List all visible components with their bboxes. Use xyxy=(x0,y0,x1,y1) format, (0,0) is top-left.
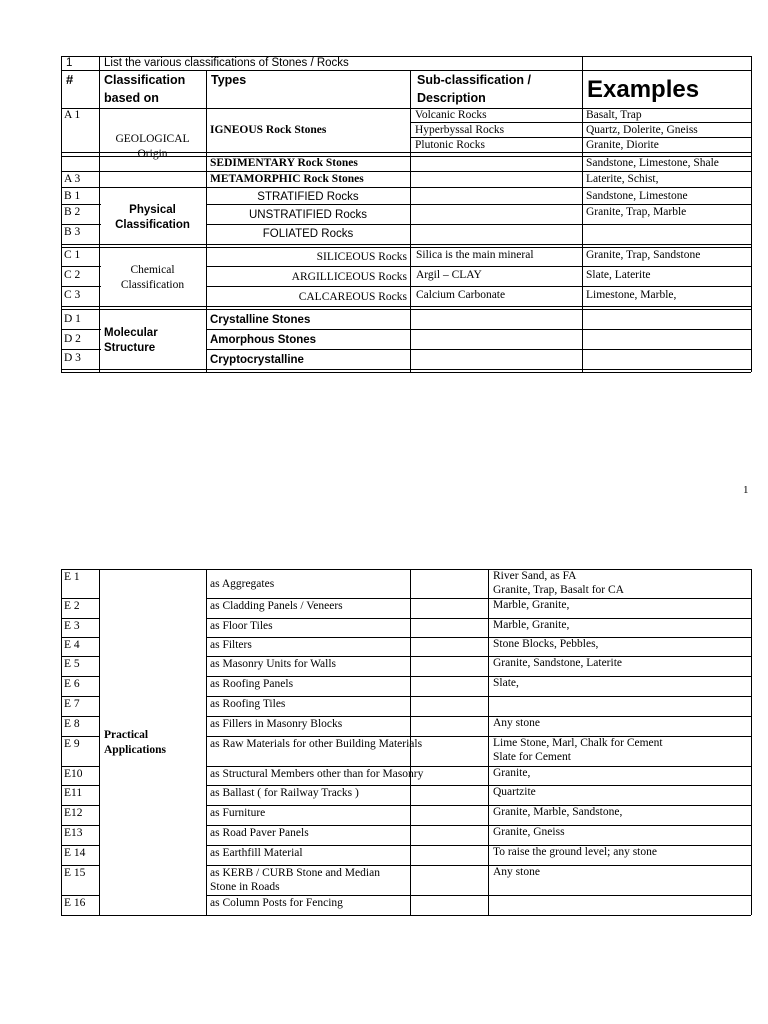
example-cell: Any stone xyxy=(493,717,540,729)
row-id-d2: D 2 xyxy=(64,333,81,345)
type-cryptocrystalline: Cryptocrystalline xyxy=(210,354,304,366)
table-title-number: 1 xyxy=(66,57,73,69)
use-cell: as Masonry Units for Walls xyxy=(210,658,336,670)
use-cell: as Fillers in Masonry Blocks xyxy=(210,718,343,730)
example-cell: Any stone xyxy=(493,866,540,878)
row-id: E 3 xyxy=(64,620,80,632)
row-id-d1: D 1 xyxy=(64,313,81,325)
use-cell: as Column Posts for Fencing xyxy=(210,897,343,909)
page-number: 1 xyxy=(743,484,749,496)
header-subclassification: Sub-classification / xyxy=(417,73,531,87)
group-geological: GEOLOGICAL xyxy=(115,133,190,145)
row-id: E 6 xyxy=(64,678,80,690)
use-cell: as Earthfill Material xyxy=(210,847,303,859)
row-id: E 16 xyxy=(64,897,86,909)
row-id: E11 xyxy=(64,787,83,799)
use-cell: as Raw Materials for other Building Materials xyxy=(210,738,423,750)
group-practical: Practical xyxy=(104,729,149,741)
row-id-b1: B 1 xyxy=(64,190,81,202)
row-id-a1: A 1 xyxy=(64,109,81,121)
row-id: E13 xyxy=(64,827,83,839)
example-unstratified: Granite, Trap, Marble xyxy=(586,206,687,218)
group-molecular: Molecular xyxy=(104,327,158,339)
example-sedimentary: Sandstone, Limestone, Shale xyxy=(586,157,719,169)
type-argilliceous: ARGILLICEOUS Rocks xyxy=(291,271,407,283)
group-applications: Applications xyxy=(104,744,166,756)
sub-plutonic: Plutonic Rocks xyxy=(415,139,485,151)
use-cell: as Structural Members other than for Masonry xyxy=(210,768,424,780)
use-cell: as Road Paver Panels xyxy=(210,827,309,839)
sub-calcareous: Calcium Carbonate xyxy=(416,289,506,301)
example-cell: Stone Blocks, Pebbles, xyxy=(493,638,599,650)
group-chemical: Chemical xyxy=(130,264,175,276)
example-a1-volcanic: Basalt, Trap xyxy=(586,109,642,121)
example-cell: Granite, Gneiss xyxy=(493,826,565,838)
example-cell: Granite, Sandstone, Laterite xyxy=(493,657,623,669)
type-siliceous: SILICEOUS Rocks xyxy=(316,251,407,263)
row-id: E 1 xyxy=(64,571,80,583)
example-stratified: Sandstone, Limestone xyxy=(586,190,688,202)
type-foliated: FOLIATED Rocks xyxy=(262,228,354,240)
group-physical-classification: Classification xyxy=(115,219,190,231)
row-id: E12 xyxy=(64,807,83,819)
example-cell: Marble, Granite, xyxy=(493,619,570,631)
example-metamorphic: Laterite, Schist, xyxy=(586,173,659,185)
header-number: # xyxy=(66,72,74,87)
sub-argilliceous: Argil – CLAY xyxy=(416,269,482,281)
row-id: E 5 xyxy=(64,658,80,670)
table-title: List the various classifications of Stones / Rocks xyxy=(104,57,349,69)
use-cell-line2: Stone in Roads xyxy=(210,881,280,893)
group-origin: Origin xyxy=(137,148,168,160)
type-unstratified: UNSTRATIFIED Rocks xyxy=(249,209,367,221)
row-id: E 9 xyxy=(64,738,80,750)
use-cell: as Ballast ( for Railway Tracks ) xyxy=(210,787,359,799)
row-id: E10 xyxy=(64,768,83,780)
row-id-c3: C 3 xyxy=(64,289,81,301)
example-cell-line2: Slate for Cement xyxy=(493,751,571,763)
type-metamorphic: METAMORPHIC Rock Stones xyxy=(210,173,364,185)
row-id-b3: B 3 xyxy=(64,226,81,238)
type-sedimentary: SEDIMENTARY Rock Stones xyxy=(210,157,358,169)
group-structure: Structure xyxy=(104,342,156,354)
use-cell: as Roofing Panels xyxy=(210,678,294,690)
use-cell: as KERB / CURB Stone and Median xyxy=(210,867,380,879)
row-id-d3: D 3 xyxy=(64,352,81,364)
example-a1-plutonic: Granite, Diorite xyxy=(586,139,659,151)
header-types: Types xyxy=(211,73,247,87)
group-physical: Physical xyxy=(129,204,176,216)
header-classification: Classification xyxy=(104,73,186,87)
row-id-c2: C 2 xyxy=(64,269,81,281)
sub-volcanic: Volcanic Rocks xyxy=(415,109,487,121)
type-igneous: IGNEOUS Rock Stones xyxy=(210,124,327,136)
example-cell-line2: Granite, Trap, Basalt for CA xyxy=(493,584,624,596)
sub-siliceous: Silica is the main mineral xyxy=(416,249,534,261)
row-id: E 15 xyxy=(64,867,86,879)
row-id: E 8 xyxy=(64,718,80,730)
header-examples: Examples xyxy=(587,76,700,103)
example-calcareous: Limestone, Marble, xyxy=(586,289,677,301)
type-stratified: STRATIFIED Rocks xyxy=(257,191,359,203)
row-id-a3: A 3 xyxy=(64,173,81,185)
example-siliceous: Granite, Trap, Sandstone xyxy=(586,249,701,261)
use-cell: as Aggregates xyxy=(210,578,275,590)
example-cell: To raise the ground level; any stone xyxy=(493,846,657,858)
example-a1-hyperbyssal: Quartz, Dolerite, Gneiss xyxy=(586,124,698,136)
example-cell: Marble, Granite, xyxy=(493,599,570,611)
row-id: E 2 xyxy=(64,600,80,612)
example-cell: Lime Stone, Marl, Chalk for Cement xyxy=(493,737,663,749)
use-cell: as Cladding Panels / Veneers xyxy=(210,600,343,612)
header-based-on: based on xyxy=(104,91,159,105)
row-id-c1: C 1 xyxy=(64,249,81,261)
group-chemical-classification: Classification xyxy=(120,279,185,291)
use-cell: as Filters xyxy=(210,639,252,651)
row-id: E 14 xyxy=(64,847,86,859)
sub-hyperbyssal: Hyperbyssal Rocks xyxy=(415,124,505,136)
example-cell: Granite, Marble, Sandstone, xyxy=(493,806,623,818)
type-amorphous: Amorphous Stones xyxy=(210,334,317,346)
row-id-b2: B 2 xyxy=(64,206,81,218)
example-argilliceous: Slate, Laterite xyxy=(586,269,651,281)
example-cell: River Sand, as FA xyxy=(493,570,577,582)
use-cell: as Roofing Tiles xyxy=(210,698,286,710)
use-cell: as Floor Tiles xyxy=(210,620,273,632)
row-id: E 4 xyxy=(64,639,80,651)
example-cell: Granite, xyxy=(493,767,531,779)
use-cell: as Furniture xyxy=(210,807,266,819)
header-description: Description xyxy=(417,91,486,105)
row-id: E 7 xyxy=(64,698,80,710)
type-calcareous: CALCAREOUS Rocks xyxy=(298,291,407,303)
type-crystalline: Crystalline Stones xyxy=(210,314,311,326)
example-cell: Slate, xyxy=(493,677,519,689)
example-cell: Quartzite xyxy=(493,786,536,798)
